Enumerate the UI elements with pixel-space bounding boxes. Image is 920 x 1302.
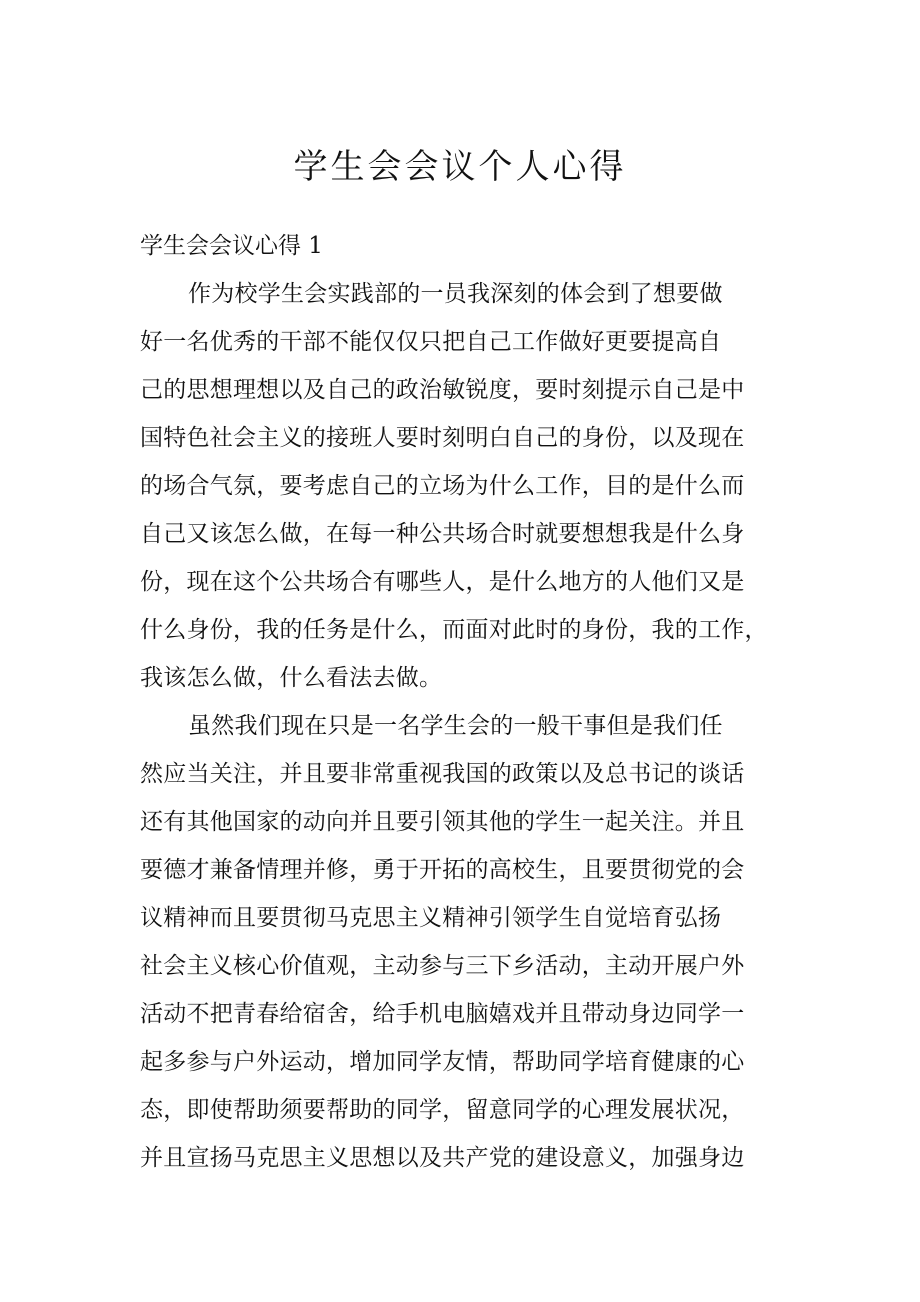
text-line: 我该怎么做，什么看法去做。 [140,665,443,691]
text-line: 议精神而且要贯彻马克思主义精神引领学生自觉培育弘扬 [140,905,722,931]
paragraph-2 [140,702,800,1182]
text-line: 作为校学生会实践部的一员我深刻的体会到了想要做 [188,281,723,307]
text-line: 还有其他国家的动向并且要引领其他的学生一起关注。并且 [140,809,745,835]
text-line: 并且宣扬马克思主义思想以及共产党的建设意义，加强身边 [140,1145,745,1171]
text-line: 自己又该怎么做，在每一种公共场合时就要想想我是什么身 [140,521,745,547]
document-title: 学生会会议个人心得 [293,147,627,187]
text-line: 虽然我们现在只是一名学生会的一般干事但是我们任 [188,713,723,739]
text-line: 的场合气氛，要考虑自己的立场为什么工作，目的是什么而 [140,473,745,499]
text-line: 活动不把青春给宿舍，给手机电脑嬉戏并且带动身边同学一 [140,1001,745,1027]
text-line: 社会主义核心价值观，主动参与三下乡活动，主动开展户外 [140,953,745,979]
text-line: 好一名优秀的干部不能仅仅只把自己工作做好更要提高自 [140,329,722,355]
text-line: 份，现在这个公共场合有哪些人，是什么地方的人他们又是 [140,569,745,595]
text-line: 己的思想理想以及自己的政治敏锐度，要时刻提示自己是中 [140,377,745,403]
paragraph-1 [140,270,800,702]
text-line: 什么身份，我的任务是什么，而面对此时的身份，我的工作， [140,617,768,643]
text-line: 起多参与户外运动，增加同学友情，帮助同学培育健康的心 [140,1049,745,1075]
document-body [140,222,800,1182]
text-line: 国特色社会主义的接班人要时刻明白自己的身份，以及现在 [140,425,745,451]
section-heading: 学生会会议心得 1 [140,233,323,259]
text-line: 态，即使帮助须要帮助的同学，留意同学的心理发展状况， [140,1097,745,1123]
text-line: 要德才兼备情理并修，勇于开拓的高校生，且要贯彻党的会 [140,857,745,883]
text-line: 然应当关注，并且要非常重视我国的政策以及总书记的谈话 [140,761,745,787]
